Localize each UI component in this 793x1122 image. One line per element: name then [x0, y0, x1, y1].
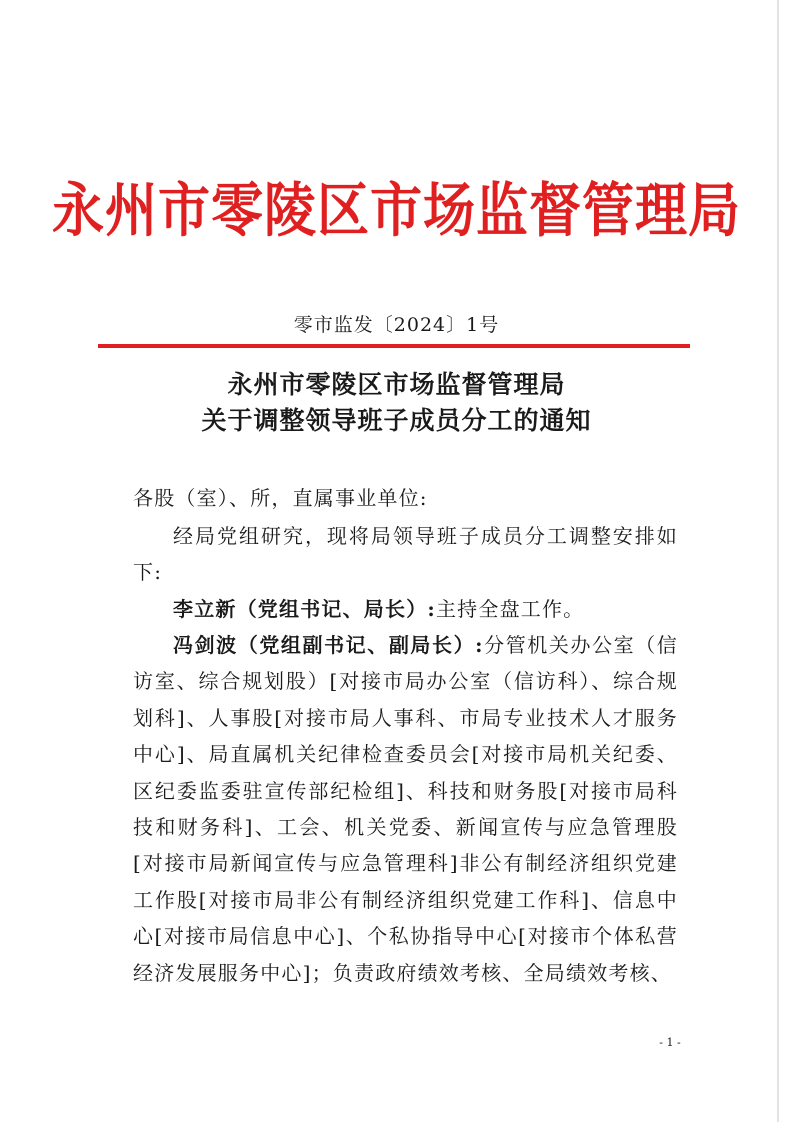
- page-number: - 1 -: [659, 1036, 681, 1049]
- duty-paragraph-li: [133, 591, 678, 627]
- leader-duties-li: 主持全盘工作。: [435, 597, 585, 621]
- intro-paragraph: 经局党组研究，现将局领导班子成员分工调整安排如下:: [133, 524, 678, 585]
- leader-name-li: 李立新（党组书记、局长）:: [173, 597, 436, 621]
- document-number: 零市监发〔2024〕1号: [293, 314, 500, 336]
- notice-title-line-2: 关于调整领导班子成员分工的通知: [201, 406, 592, 435]
- leader-duties-feng: 分管机关办公室（信访室、综合规划股）[对接市局办公室（信访科）、综合规划科]、人事股[对接市局人事科、市局专业技术人才服务中心]、局直属机关纪律检查委员会[对接市局机关纪委、区纪委监委驻宣传部纪检组]、科技和财务股[对接市局科技和财务科]、工会、机关党委、新闻宣传与应急管理股[对接市局新闻宣传与应急管理科]非公有制经济组织党建工作股[对接市局非公有制经济组织党建工作科]、信息中心[对接市局信息中心]、个私协指导中心[对接市个体私营经济发展服务中心]；负责政府绩效考核、全局绩效考核、: [133, 633, 678, 985]
- notice-title-line-1: 永州市零陵区市场监督管理局: [227, 370, 566, 399]
- addressee: 各股（室）、所，直属事业单位:: [133, 486, 428, 510]
- agency-red-header: 永州市零陵区市场监督管理局: [51, 176, 741, 246]
- duty-paragraph-feng: [133, 627, 678, 991]
- leader-name-feng: 冯剑波（党组副书记、副局长）:: [173, 633, 484, 657]
- red-separator-line: [98, 344, 690, 348]
